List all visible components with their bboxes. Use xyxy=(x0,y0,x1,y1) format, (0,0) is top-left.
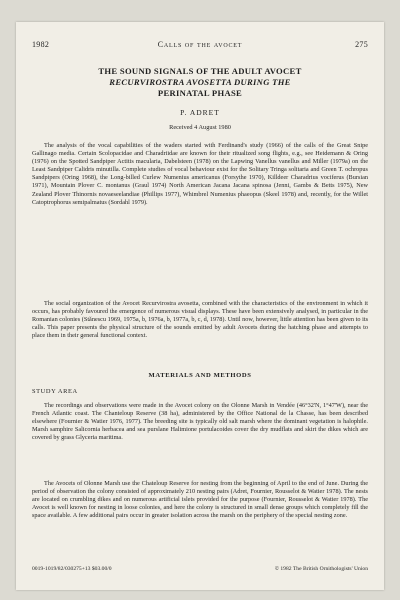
header-year: 1982 xyxy=(32,40,50,49)
title-line-1: THE SOUND SIGNALS OF THE ADULT AVOCET xyxy=(98,66,302,76)
intro-paragraph-1: The analysis of the vocal capabilities of the waders started with Ferdinand's study (1966) of the calls of the Great Snipe Gallinago media. Certain Scolopacidae and Charadriidae are known for their ritualized song flights, e.g., see Heidemann & Oring (1976) on the Spotted Sandpiper Actitis macularia, Dabelsteen (1978) on the Lapwing Vanellus vanellus and Miller (1979a) on the Least Sandpiper Calidris minutilla. Complete studies of vocal behaviour exist for the Solitary Tringa solitaria and Green T. ochropus Sandpipers (Oring 1968), the Long-billed Curlew Numenius americanus (Forsythe 1970), Killdeer Charadrius vociferus (Bursian 1971), Mountain Plover C. montanus (Graul 1974) North American Jacana Jacana spinosa (Jenni, Gambs & Betts 1975), New Zealand Plover Thinornis novaeseelandiae (Phillips 1977), Whimbrel Numenius phaeopus (Skeel 1978) and, recently, for the Willet Catoptrophorus semipalmatus (Sordahl 1979). xyxy=(32,142,368,206)
study-area-paragraph-1: The recordings and observations were made in the Avocet colony on the Olonne Marsh in Vendée (46°32'N, 1°47'W), near the French Atlantic coast. The Chanteloup Reserve (38 ha), administered by the Office National de la Chasse, has been described elsewhere (Fournier & Watier 1976, 1977). The breeding site is typically old salt marsh where the dominant vegetation is halophile. Marsh samphire Salicornia herbacea and sea purslane Halimione portulacoides cover the dry mudflats and skirt the dikes which are covered by grass Glyceria maritima. xyxy=(32,402,368,442)
title-line-2: RECURVIROSTRA AVOSETTA DURING THE xyxy=(109,77,291,87)
article-title xyxy=(52,66,348,99)
title-line-3: PERINATAL PHASE xyxy=(157,88,243,98)
received-date: Received 4 August 1980 xyxy=(169,124,231,131)
footer-copyright: © 1982 The British Ornithologists' Union xyxy=(274,566,368,572)
study-area-paragraph-2: The Avocets of Olonne Marsh use the Chateloup Reserve for nesting from the beginning of April to the end of June. During the period of observation the colony consisted of approximately 210 nesting pairs (Adret, Fournier, Rousselot & Watier 1978). The nests are located on crumbling dikes and on numerous artificial islets provided for the purpose (Fournier, Rousselot & Watier 1978). The Avocet is well known for nesting in loose colonies, and here the colony is structured in small dense groups which completely fill the space available. A few additional pairs occur in greater isolation across the marsh on the periphery of the special nesting zone. xyxy=(32,480,368,520)
author-name: P. ADRET xyxy=(180,108,220,117)
header-running-title: Calls of the avocet xyxy=(157,40,243,49)
footer-issn: 0019-1019/82/030275+13 $03.00/0 xyxy=(32,566,112,572)
page-content xyxy=(32,22,368,590)
section-heading-materials: MATERIALS AND METHODS xyxy=(148,372,252,379)
intro-paragraph-2: The social organization of the Avocet Recurvirostra avosetta, combined with the characteristics of the environment in which it occurs, has probably favoured the emergence of numerous visual displays. These have been extensively analysed, in particular in the Romanian colonies (Stănescu 1969, 1975a, b, 1976a, b, 1977a, b, c, d, 1978). Until now, however, little attention has been given to its calls. This paper presents the physical structure of the sounds emitted by adult Avocets during the hatching phase and attempts to place them in their general functional context. xyxy=(32,300,368,340)
journal-page xyxy=(16,22,384,590)
header-page-number: 275 xyxy=(355,40,368,49)
subsection-heading-study-area: STUDY AREA xyxy=(32,388,78,395)
